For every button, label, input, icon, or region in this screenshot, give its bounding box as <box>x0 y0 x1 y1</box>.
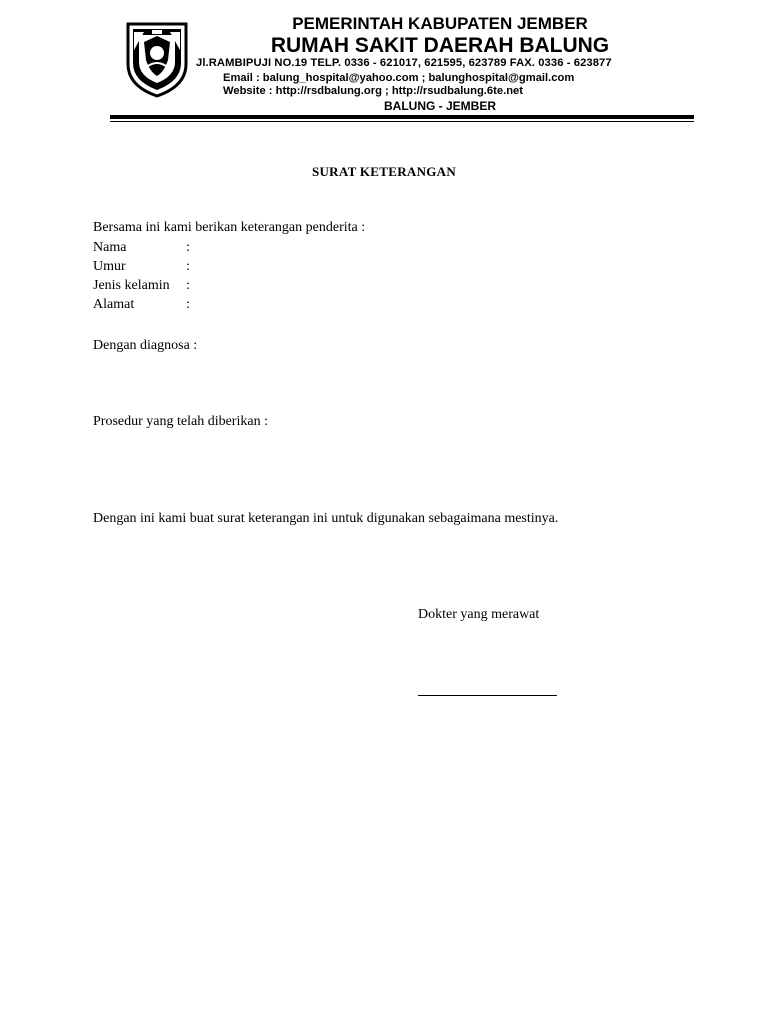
signature-label: Dokter yang merawat <box>418 607 540 622</box>
field-label-alamat: Alamat <box>93 297 135 312</box>
intro-text: Bersama ini kami berikan keterangan penderita : <box>93 220 366 235</box>
letterhead-government: PEMERINTAH KABUPATEN JEMBER <box>292 14 588 33</box>
procedure-label: Prosedur yang telah diberikan : <box>93 414 268 429</box>
field-colon-jenis-kelamin: : <box>186 278 190 293</box>
field-colon-umur: : <box>186 259 190 274</box>
jember-regency-emblem-icon <box>124 20 190 98</box>
letterhead-divider-thin <box>110 121 694 122</box>
field-label-nama: Nama <box>93 240 127 255</box>
field-colon-alamat: : <box>186 297 190 312</box>
letterhead-website: Website : http://rsdbalung.org ; http://rsudbalung.6te.net <box>223 85 523 97</box>
letterhead-divider-thick <box>110 115 694 119</box>
letterhead-address: Jl.RAMBIPUJI NO.19 TELP. 0336 - 621017, 621595, 623789 FAX. 0336 - 623877 <box>196 57 612 69</box>
document-title: SURAT KETERANGAN <box>311 164 457 179</box>
closing-statement: Dengan ini kami buat surat keterangan ini untuk digunakan sebagaimana mestinya. <box>93 511 559 526</box>
diagnosis-label: Dengan diagnosa : <box>93 338 198 353</box>
signature-line <box>418 695 557 696</box>
field-label-umur: Umur <box>93 259 126 274</box>
letterhead-hospital-name: RUMAH SAKIT DAERAH BALUNG <box>270 34 610 57</box>
field-colon-nama: : <box>186 240 190 255</box>
letterhead-email: Email : balung_hospital@yahoo.com ; balunghospital@gmail.com <box>223 72 575 84</box>
field-label-jenis-kelamin: Jenis kelamin <box>93 278 170 293</box>
letterhead-city: BALUNG - JEMBER <box>383 99 496 113</box>
